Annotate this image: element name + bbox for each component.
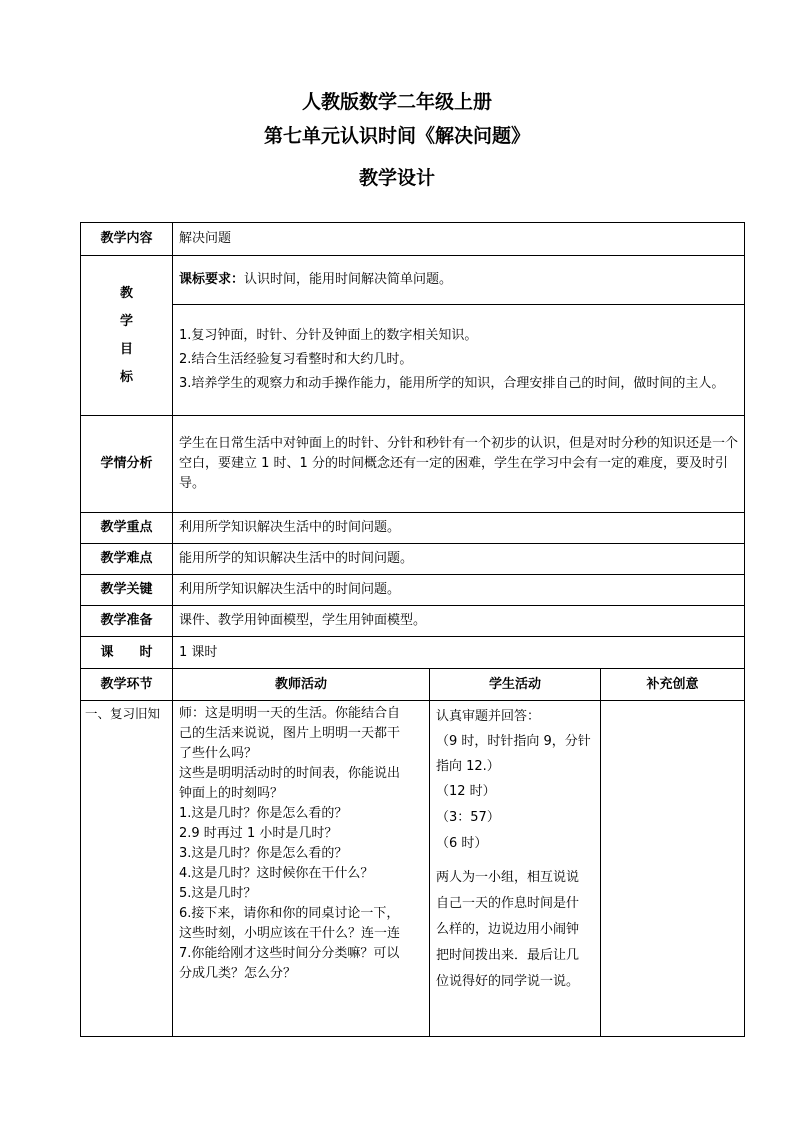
label-goals-char: 标 <box>119 369 133 385</box>
teacher-line: 分成几类？怎么分？ <box>179 966 297 981</box>
teacher-line: 师：这是明明一天的生活。你能结合自 <box>179 706 401 721</box>
label-difficulty: 教学难点 <box>81 544 173 575</box>
label-crux: 教学关键 <box>81 575 173 606</box>
value-preparation: 课件、教学用钟面模型，学生用钟面模型。 <box>173 606 745 637</box>
goal-item: 2.结合生活经验复习看整时和大约几时。 <box>179 352 413 367</box>
teacher-line: 钟面上的时刻吗？ <box>179 786 284 801</box>
goals-list <box>173 305 745 416</box>
goal-item: 1.复习钟面，时针、分针及钟面上的数字相关知识。 <box>179 328 478 343</box>
title-line-1: 人教版数学二年级上册 <box>301 91 492 113</box>
teacher-line: 5.这是几时？ <box>179 886 257 901</box>
student-line: （3：57） <box>436 810 500 825</box>
label-analysis: 学情分析 <box>81 416 173 513</box>
teacher-activity <box>173 701 430 1037</box>
extra-creative <box>601 701 745 1037</box>
row-process-headers <box>81 669 745 701</box>
teacher-line: 6.接下来，请你和你的同桌讨论一下， <box>179 906 400 921</box>
value-crux: 利用所学知识解决生活中的时间问题。 <box>173 575 745 606</box>
student-line: 自己一天的作息时间是什 <box>436 896 580 911</box>
label-goals-char: 学 <box>119 313 133 329</box>
student-line: 认真审题并回答： <box>436 709 541 724</box>
value-difficulty: 能用所学的知识解决生活中的时间问题。 <box>173 544 745 575</box>
row-crux <box>81 575 745 606</box>
label-goals-char: 教 <box>119 285 133 301</box>
student-line: （9 时，时针指向 9，分针 <box>436 734 591 749</box>
row-preparation <box>81 606 745 637</box>
teacher-line: 1.这是几时？你是怎么看的？ <box>179 806 348 821</box>
teacher-line: 这些时刻，小明应该在干什么？连一连 <box>179 926 401 941</box>
row-goals-standard <box>81 256 745 305</box>
teacher-line: 己的生活来说说，图片上明明一天都干 <box>179 726 401 741</box>
student-line: 么样的，边说边用小闹钟 <box>436 922 580 937</box>
value-key-point: 利用所学知识解决生活中的时间问题。 <box>173 513 745 544</box>
row-difficulty <box>81 544 745 575</box>
standard-value: 认识时间，能用时间解决简单问题。 <box>244 272 453 287</box>
document-title <box>0 84 794 196</box>
teacher-line: 7.你能给刚才这些时间分分类嘛？可以 <box>179 946 400 961</box>
header-stage: 教学环节 <box>81 669 173 701</box>
value-content: 解决问题 <box>173 223 745 256</box>
label-content: 教学内容 <box>81 223 173 256</box>
student-line: （12 时） <box>436 784 496 799</box>
teacher-line: 这些是明明活动时的时间表，你能说出 <box>179 766 401 781</box>
row-key-point <box>81 513 745 544</box>
value-analysis: 学生在日常生活中对钟面上的时针、分针和秒针有一个初步的认识，但是对时分秒的知识还是一个空白，要建立 1 时、1 分的时间概念还有一定的困难，学生在学习中会有一定的难度，要及时引导。 <box>173 416 745 513</box>
header-teacher: 教师活动 <box>173 669 430 701</box>
teacher-line: 4.这是几时？这时候你在干什么？ <box>179 866 374 881</box>
row-goals-items <box>81 305 745 416</box>
teacher-line: 2.9 时再过 1 小时是几时？ <box>179 826 338 841</box>
row-period <box>81 637 745 669</box>
row-analysis <box>81 416 745 513</box>
title-line-3: 教学设计 <box>358 167 435 189</box>
lesson-plan-table <box>80 222 745 1037</box>
label-goals <box>81 256 173 416</box>
teacher-line: 3.这是几时？你是怎么看的？ <box>179 846 348 861</box>
student-line: （6 时） <box>436 836 488 851</box>
row-content <box>81 223 745 256</box>
teacher-line: 了些什么吗？ <box>179 746 258 761</box>
student-line: 两人为一小组，相互说说 <box>436 870 580 885</box>
label-preparation: 教学准备 <box>81 606 173 637</box>
row-process-review <box>81 701 745 1037</box>
goal-item: 3.培养学生的观察力和动手操作能力，能用所学的知识，合理安排自己的时间，做时间的主人。 <box>179 376 725 391</box>
student-line: 指向 12.） <box>436 759 500 774</box>
label-key-point: 教学重点 <box>81 513 173 544</box>
student-line: 位说得好的同学说一说。 <box>436 974 580 989</box>
standard-key: 课标要求： <box>179 272 245 287</box>
label-goals-char: 目 <box>119 341 133 357</box>
header-student: 学生活动 <box>430 669 601 701</box>
stage-review: 一、复习旧知 <box>81 701 173 1037</box>
label-period: 课 时 <box>81 637 173 669</box>
student-activity <box>430 701 601 1037</box>
header-extra: 补充创意 <box>601 669 745 701</box>
value-period: 1 课时 <box>173 637 745 669</box>
value-standard <box>173 256 745 305</box>
title-line-2: 第七单元认识时间《解决问题》 <box>263 125 530 147</box>
student-line: 把时间拨出来．最后让几 <box>436 948 580 963</box>
